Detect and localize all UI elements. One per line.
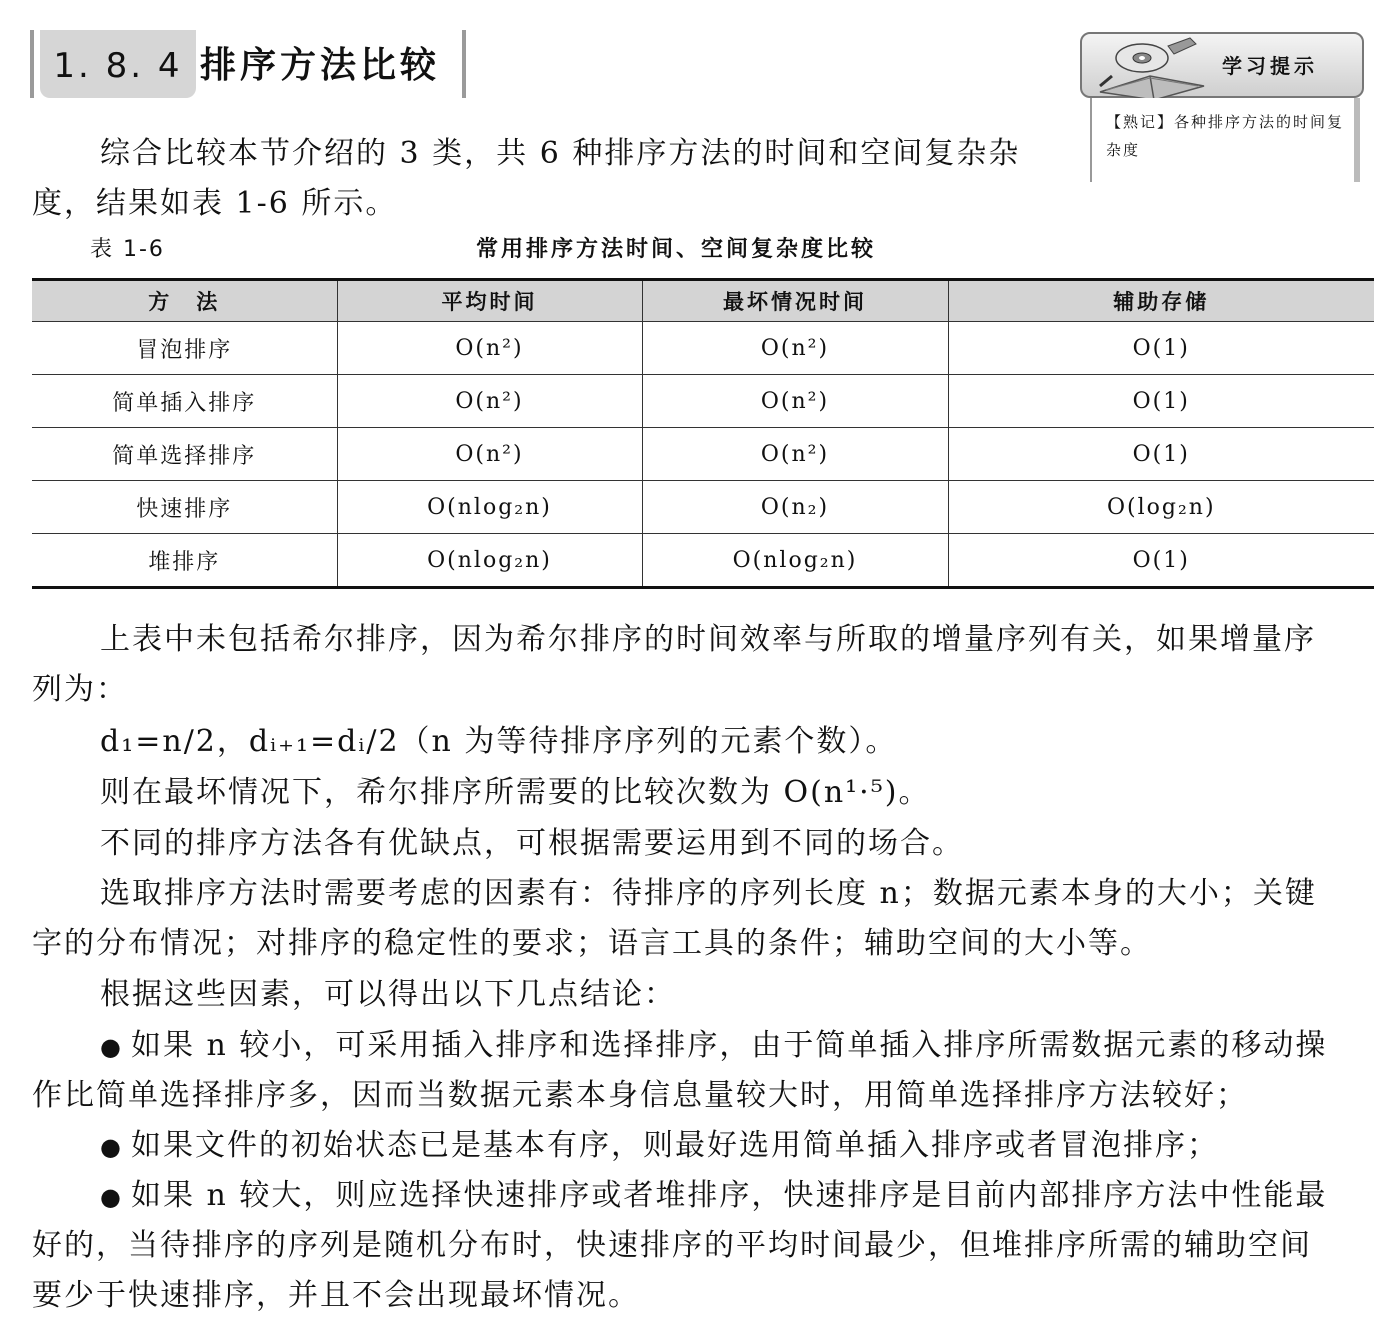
header-average-time: 平均时间: [337, 280, 642, 322]
bullet-small-n-cont: 作比简单选择排序多，因而当数据元素本身信息量较大时，用简单选择排序方法较好；: [32, 1078, 1248, 1113]
table-row: [32, 428, 1374, 481]
table-number: 表 1-6: [90, 237, 165, 262]
bullet-large-n: [100, 1170, 1327, 1214]
cell-method: 快速排序: [32, 481, 337, 534]
table-row: [32, 375, 1374, 428]
bullet-large-n-cont-2: 要少于快速排序，并且不会出现最坏情况。: [32, 1278, 640, 1313]
study-tip-body: [1090, 98, 1360, 182]
section-number: 1. 8. 4: [40, 30, 196, 98]
cell-worst: O(nlog₂n): [642, 534, 948, 588]
bullet-large-n-cont-1: 好的，当待排序的序列是随机分布时，快速排序的平均时间最少，但堆排序所需的辅助空间: [32, 1228, 1312, 1263]
table-row: [32, 481, 1374, 534]
paragraph-factors-1: 选取排序方法时需要考虑的因素有：待排序的序列长度 n；数据元素本身的大小；关键: [100, 876, 1317, 911]
paragraph-factors-2: 字的分布情况；对排序的稳定性的要求；语言工具的条件；辅助空间的大小等。: [32, 926, 1152, 961]
section-title: 排序方法比较: [200, 45, 441, 86]
header-worst-time: 最坏情况时间: [642, 280, 948, 322]
cell-average: O(n²): [337, 322, 642, 375]
cell-average: O(nlog₂n): [337, 534, 642, 588]
book-cd-icon: [1092, 36, 1212, 102]
study-tip-box: [1080, 32, 1364, 182]
table-row: [32, 534, 1374, 588]
study-tip-text: 【熟记】各种排序方法的时间复杂度: [1106, 113, 1345, 159]
shell-worst-case: 则在最坏情况下，希尔排序所需要的比较次数为 O(n¹·⁵)。: [100, 775, 931, 810]
table-row: [32, 322, 1374, 375]
cell-worst: O(n²): [642, 375, 948, 428]
header-aux-storage: 辅助存储: [948, 280, 1374, 322]
section-header: [30, 30, 470, 98]
header-method: 方 法: [32, 280, 337, 322]
bullet-dot-icon: ●: [100, 1033, 123, 1061]
bullet-text: 如果文件的初始状态已是基本有序，则最好选用简单插入排序或者冒泡排序；: [130, 1128, 1219, 1163]
bullet-text: 如果 n 较小，可采用插入排序和选择排序，由于简单插入排序所需数据元素的移动操: [130, 1028, 1328, 1063]
bullet-text: 如果 n 较大，则应选择快速排序或者堆排序，快速排序是目前内部排序方法中性能最: [130, 1178, 1328, 1213]
cell-average: O(nlog₂n): [337, 481, 642, 534]
bullet-ordered-file: [100, 1120, 1219, 1164]
section-bar-right: [462, 30, 466, 98]
cell-average: O(n²): [337, 428, 642, 481]
cell-method: 堆排序: [32, 534, 337, 588]
bullet-dot-icon: ●: [100, 1183, 123, 1211]
cell-method: 简单插入排序: [32, 375, 337, 428]
paragraph-conclusion: 根据这些因素，可以得出以下几点结论：: [100, 977, 676, 1012]
cell-storage: O(1): [948, 428, 1374, 481]
intro-line-1: 综合比较本节介绍的 3 类，共 6 种排序方法的时间和空间复杂杂: [100, 136, 1021, 171]
cell-worst: O(n₂): [642, 481, 948, 534]
complexity-table: [32, 278, 1374, 589]
paragraph-shell-2: 列为：: [32, 672, 128, 707]
paragraph-pros-cons: 不同的排序方法各有优缺点，可根据需要运用到不同的场合。: [100, 826, 964, 861]
cell-worst: O(n²): [642, 322, 948, 375]
study-tip-header: [1080, 32, 1364, 98]
table-header-row: [32, 280, 1374, 322]
cell-storage: O(1): [1132, 547, 1190, 573]
cell-storage: O(1): [948, 322, 1374, 375]
cell-method: 冒泡排序: [32, 322, 337, 375]
increment-formula: d₁=n/2，dᵢ₊₁=dᵢ/2（n 为等待排序序列的元素个数）。: [100, 724, 898, 759]
cell-worst: O(n²): [642, 428, 948, 481]
bullet-small-n: [100, 1020, 1327, 1064]
cell-method: 简单选择排序: [32, 428, 337, 481]
bullet-dot-icon: ●: [100, 1133, 123, 1161]
section-bar-left: [30, 30, 34, 98]
table-caption: 常用排序方法时间、空间复杂度比较: [476, 237, 877, 262]
cell-storage: O(1): [948, 375, 1374, 428]
cell-storage: O(log₂n): [948, 481, 1374, 534]
intro-line-2: 度，结果如表 1-6 所示。: [32, 186, 398, 221]
cell-average: O(n²): [337, 375, 642, 428]
study-tip-title: 学习提示: [1222, 54, 1318, 78]
paragraph-shell-1: 上表中未包括希尔排序，因为希尔排序的时间效率与所取的增量序列有关，如果增量序: [100, 622, 1316, 657]
